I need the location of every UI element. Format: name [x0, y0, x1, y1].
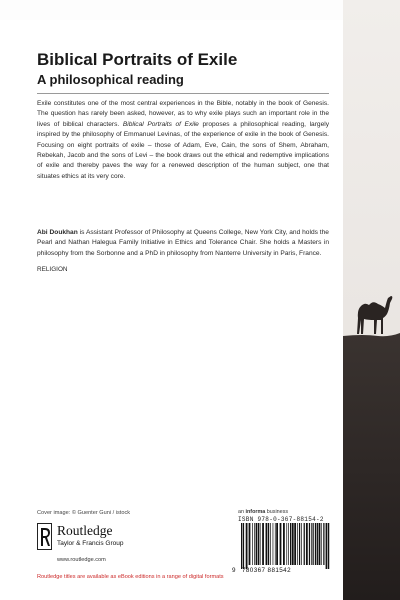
barcode-bar: [276, 523, 278, 565]
book-subtitle: A philosophical reading: [37, 72, 184, 87]
barcode-bar: [299, 523, 300, 565]
barcode-bar: [301, 523, 302, 565]
barcode-bar: [254, 523, 255, 565]
top-strip: [0, 0, 343, 20]
blurb-title-italic: Biblical Portraits of Exile: [122, 120, 199, 128]
barcode-bar: [256, 523, 258, 565]
barcode-bar: [315, 523, 316, 565]
barcode-bar: [268, 523, 269, 565]
publisher-logo: [37, 523, 167, 553]
barcode-bar: [294, 523, 296, 565]
author-name: Abi Doukhan: [37, 229, 78, 236]
author-bio-text: is Assistant Professor of Philosophy at Queens College, New York City, and holds the Pearl and Nathan Halegua Family Initiative in Ethics and Tolerance Chair. She holds a Masters in philosophy from the Sorbonne and a PhD in philosophy from Nanterre University in Paris, France.: [37, 229, 329, 257]
barcode-bar: [313, 523, 314, 565]
isbn-text: ISBN 978-0-367-88154-2: [238, 516, 324, 523]
barcode-bar: [283, 523, 285, 565]
informa-suffix: business: [265, 509, 289, 515]
isbn-barcode: [232, 523, 332, 569]
book-title: Biblical Portraits of Exile: [37, 50, 238, 69]
routledge-r-logo: [37, 523, 52, 550]
barcode-bar: [311, 523, 312, 565]
barcode-bar: [321, 523, 322, 565]
barcode-bar: [280, 523, 282, 565]
barcode-bar: [304, 523, 305, 565]
barcode-bar: [246, 523, 248, 569]
title-divider: [37, 93, 329, 94]
barcode-bar: [309, 523, 310, 565]
barcode-bar: [286, 523, 287, 565]
barcode-bar: [252, 523, 253, 565]
barcode-bar: [258, 523, 259, 565]
barcode-first-digit: 9: [232, 567, 236, 574]
ebook-note: Routledge titles are available as eBook editions in a range of digital formats: [37, 574, 224, 580]
informa-brand: informa: [245, 509, 266, 515]
blurb-text-2: proposes a philosophical reading, largely inspired by the philosophy of Emmanuel Levinas, of the experience of exile in the book of Genesis. Focusing on eight portraits of exile – those of Adam, Eve, Cain, the sons of Shem, Abraham, Rebekah, Jacob and the sons of Levi – the book draws out the ethical and redemptive implications of exile and thereby paves the way for a renewed description of the human subject, one that situates ethics at its very core.: [37, 120, 329, 180]
publisher-group: Taylor & Francis Group: [57, 540, 124, 547]
barcode-bar: [266, 523, 268, 565]
barcode-bar: [270, 523, 271, 565]
barcode-bar: [241, 523, 242, 569]
cover-image-credit: Cover image: © Guenter Guni / istock: [37, 510, 131, 516]
publisher-name: Routledge: [57, 523, 113, 538]
cover-photo-strip: [343, 0, 400, 600]
barcode-bar: [260, 523, 261, 565]
barcode-bar: [317, 523, 318, 565]
informa-line: [238, 509, 288, 515]
barcode-bar: [323, 523, 324, 565]
barcode-bar: [288, 523, 289, 565]
barcode-bar: [292, 523, 294, 565]
barcode-bar: [243, 523, 244, 569]
barcode-bar: [273, 523, 274, 565]
barcode-bar: [249, 523, 251, 565]
barcode-bar: [275, 523, 276, 565]
routledge-r-icon: [39, 526, 51, 548]
barcode-bar: [262, 523, 264, 565]
genre-label: RELIGION: [37, 266, 68, 273]
publisher-website: www.routledge.com: [57, 557, 106, 563]
camel-photo: [343, 0, 400, 600]
barcode-bar: [326, 523, 328, 569]
informa-prefix: an: [238, 509, 246, 515]
barcode-bar: [328, 523, 329, 569]
barcode-digit-groups: 780367 881542: [242, 567, 291, 574]
barcode-bar: [306, 523, 308, 565]
barcode-bar: [290, 523, 291, 565]
blurb-text-1: Exile constitutes one of the most central experiences in the Bible, notably in the book of Genesis. The question has rarely been asked, however, as to why exile plays such an important role in the lives of biblical characters.: [37, 100, 329, 128]
barcode-bar: [319, 523, 321, 565]
author-bio: [37, 228, 329, 259]
barcode-bar: [297, 523, 298, 565]
blurb-paragraph: [37, 99, 329, 182]
